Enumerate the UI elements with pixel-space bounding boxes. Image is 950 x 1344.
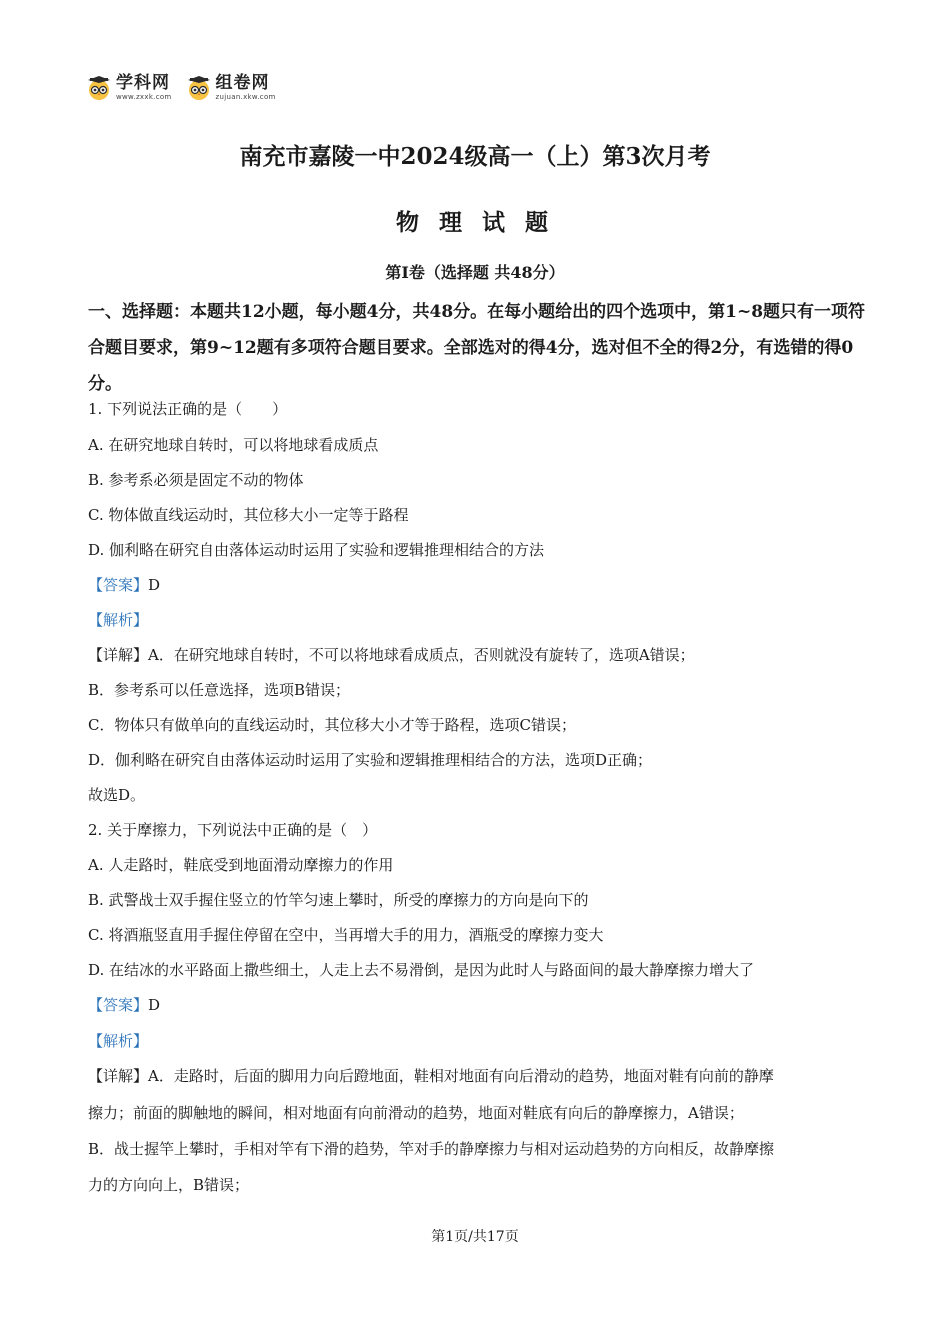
question-2-analysis-tag: 【解析】 [88,1032,149,1050]
zxxk-logo [86,75,172,101]
question-1-detail-a [88,644,695,665]
question-2-detail-a-cont: 擦力；前面的脚触地的瞬间，相对地面有向前滑动的趋势，地面对鞋底有向后的静摩擦力，A错误； [88,1104,744,1122]
question-2-detail-b: B．战士握竿上攀时，手相对竿有下滑的趋势，竿对手的静摩擦力与相对运动趋势的方向相反，故静摩擦 [88,1140,775,1158]
question-2-option-c: C. 将酒瓶竖直用手握住停留在空中，当再增大手的用力，酒瓶受的摩擦力变大 [88,926,604,944]
detail-text: A．走路时，后面的脚用力向后蹬地面，鞋相对地面有向后滑动的趋势，地面对鞋有向前的静摩 [148,1067,774,1085]
question-2-option-d: D. 在结冰的水平路面上撒些细土，人走上去不易滑倒，是因为此时人与路面间的最大静摩擦力增大了 [88,961,755,979]
question-1-detail-c: C．物体只有做单向的直线运动时，其位移大小才等于路程，选项C错误； [88,716,576,734]
section-instruction: 一、选择题：本题共12小题，每小题4分，共48分。在每小题给出的四个选项中，第1~8题只有一项符合题目要求，第9~12题有多项符合题目要求。全部选对的得4分，选对但不全的得2分，有选错的得0分。 [88,302,866,394]
question-1-option-c: C. 物体做直线运动时，其位移大小一定等于路程 [88,506,409,524]
owl-mascot-icon [86,75,112,101]
question-1-option-d: D. 伽利略在研究自由落体运动时运用了实验和逻辑推理相结合的方法 [88,541,545,559]
subject-title: 物 理 试 题 [395,209,555,236]
owl-mascot-icon [186,75,212,101]
question-1-stem: 1. 下列说法正确的是（ ） [88,400,288,418]
question-2-option-a: A. 人走路时，鞋底受到地面滑动摩擦力的作用 [88,856,394,874]
question-1-detail-d: D．伽利略在研究自由落体运动时运用了实验和逻辑推理相结合的方法，选项D正确； [88,751,653,769]
question-1-option-a: A. 在研究地球自转时，可以将地球看成质点 [88,436,379,454]
logo-name: 组卷网 [215,73,270,93]
part-title: 第Ⅰ卷（选择题 共48分） [385,263,565,282]
question-2-option-b: B. 武警战士双手握住竖立的竹竿匀速上攀时，所受的摩擦力的方向是向下的 [88,891,589,909]
zujuan-logo [186,75,276,101]
question-1-option-b: B. 参考系必须是固定不动的物体 [88,471,304,489]
question-1-detail-b: B．参考系可以任意选择，选项B错误； [88,681,351,699]
answer-value: D [148,996,161,1014]
detail-tag: 【详解】 [88,1067,149,1085]
question-2-detail-a [88,1065,774,1086]
logo-url: zujuan.xkw.com [215,93,276,101]
logo-name: 学科网 [116,73,170,93]
answer-tag: 【答案】 [88,996,149,1014]
question-2-stem: 2. 关于摩擦力，下列说法中正确的是（ ） [88,821,378,839]
logo-url: www.zxxk.com [116,93,172,101]
answer-value: D [148,576,161,594]
question-1-answer [88,574,160,595]
question-2-detail-b-cont: 力的方向向上，B错误； [88,1176,250,1194]
question-2-answer [88,994,160,1015]
question-1-conclusion: 故选D。 [88,786,146,804]
detail-text: A．在研究地球自转时，不可以将地球看成质点，否则就没有旋转了，选项A错误； [148,646,695,664]
answer-tag: 【答案】 [88,576,149,594]
exam-title: 南充市嘉陵一中2024级高一（上）第3次月考 [239,143,711,170]
page-number: 第1页/共17页 [431,1229,519,1245]
detail-tag: 【详解】 [88,646,149,664]
question-1-analysis-tag: 【解析】 [88,611,149,629]
logo-row [86,70,276,106]
